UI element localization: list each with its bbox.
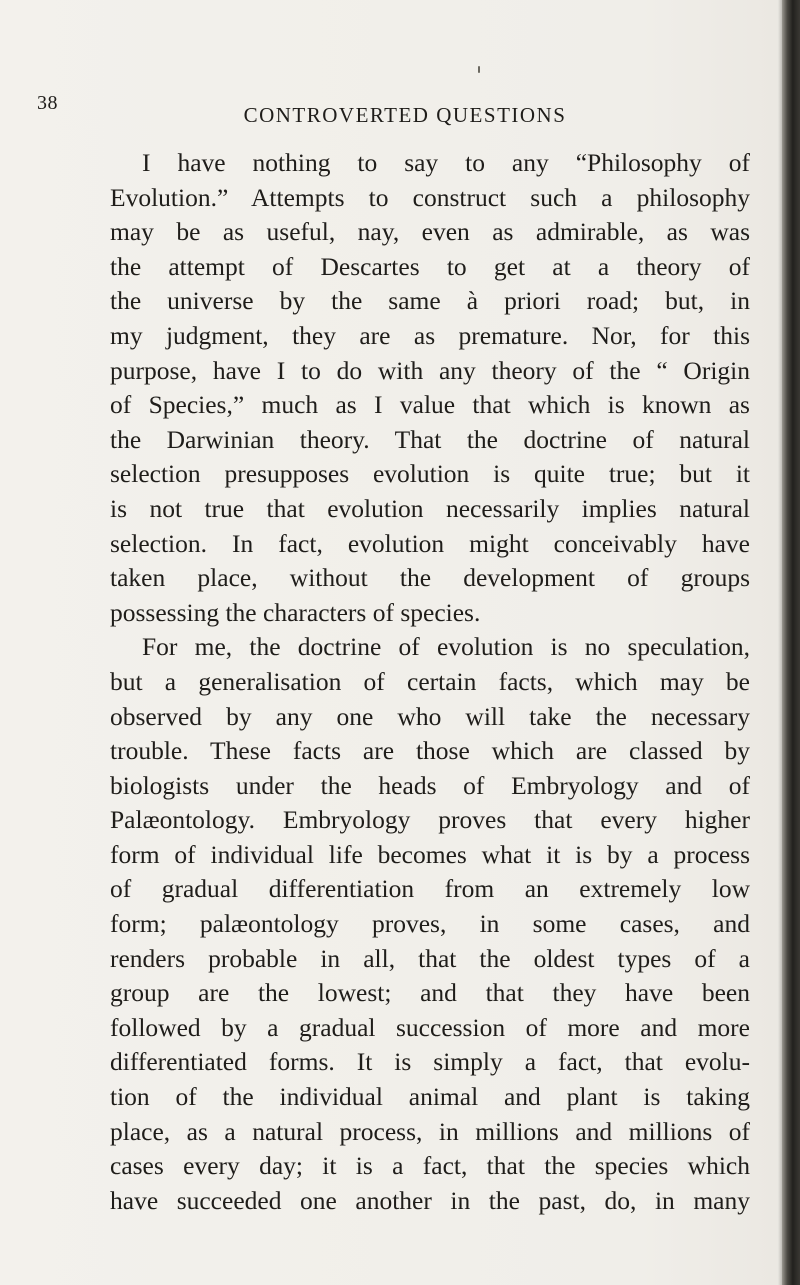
- text-line: may be as useful, nay, even as admirable, as was: [110, 217, 750, 247]
- text-line: selection presupposes evolution is quite true; but it: [110, 459, 750, 489]
- body-text: [110, 146, 750, 1218]
- text-line: place, as a natural process, in millions and millions of: [110, 1116, 750, 1146]
- print-mark: [478, 66, 480, 73]
- text-line: of Species,” much as I value that which is known as: [110, 390, 750, 420]
- text-line: form; palæontology proves, in some cases, and: [110, 909, 750, 939]
- text-line: possessing the characters of species.: [110, 597, 481, 627]
- text-line: the Darwinian theory. That the doctrine of natural: [110, 424, 750, 454]
- text-line: the attempt of Descartes to get at a theory of: [110, 251, 750, 281]
- page-binding-edge: [782, 0, 800, 1285]
- text-line: selection. In fact, evolution might conceivably have: [110, 528, 750, 558]
- text-line: form of individual life becomes what it is by a process: [110, 839, 750, 869]
- text-line: of gradual differentiation from an extremely low: [110, 874, 750, 904]
- text-line: followed by a gradual succession of more and more: [110, 1012, 750, 1042]
- text-line: For me, the doctrine of evolution is no speculation,: [142, 632, 750, 662]
- page-number: 38: [37, 92, 58, 114]
- text-line: tion of the individual animal and plant is taking: [110, 1082, 750, 1112]
- text-line: but a generalisation of certain facts, which may be: [110, 666, 750, 696]
- text-line: have succeeded one another in the past, do, in many: [110, 1185, 750, 1215]
- text-line: Evolution.” Attempts to construct such a philosophy: [110, 182, 750, 212]
- text-line: group are the lowest; and that they have been: [110, 978, 750, 1008]
- text-line: cases every day; it is a fact, that the species which: [110, 1151, 750, 1181]
- text-line: is not true that evolution necessarily implies natural: [110, 493, 750, 523]
- text-line: purpose, have I to do with any theory of the “ Origin: [110, 355, 750, 385]
- text-line: I have nothing to say to any “Philosophy of: [142, 148, 750, 177]
- paragraph-2: [110, 630, 750, 1218]
- text-line: the universe by the same à priori road; but, in: [110, 286, 750, 316]
- text-line: my judgment, they are as premature. Nor, for this: [110, 320, 750, 350]
- page-header: [0, 92, 780, 132]
- text-line: renders probable in all, that the oldest types of a: [110, 943, 750, 973]
- text-line: taken place, without the development of groups: [110, 563, 750, 593]
- running-head: CONTROVERTED QUESTIONS: [243, 103, 567, 127]
- text-line: Palæontology. Embryology proves that every higher: [110, 805, 750, 835]
- paragraph-1: [110, 146, 750, 630]
- text-line: observed by any one who will take the necessary: [110, 701, 750, 731]
- text-line: differentiated forms. It is simply a fact, that evolu-: [110, 1047, 750, 1077]
- text-line: trouble. These facts are those which are classed by: [110, 736, 750, 766]
- text-line: biologists under the heads of Embryology and of: [110, 770, 750, 800]
